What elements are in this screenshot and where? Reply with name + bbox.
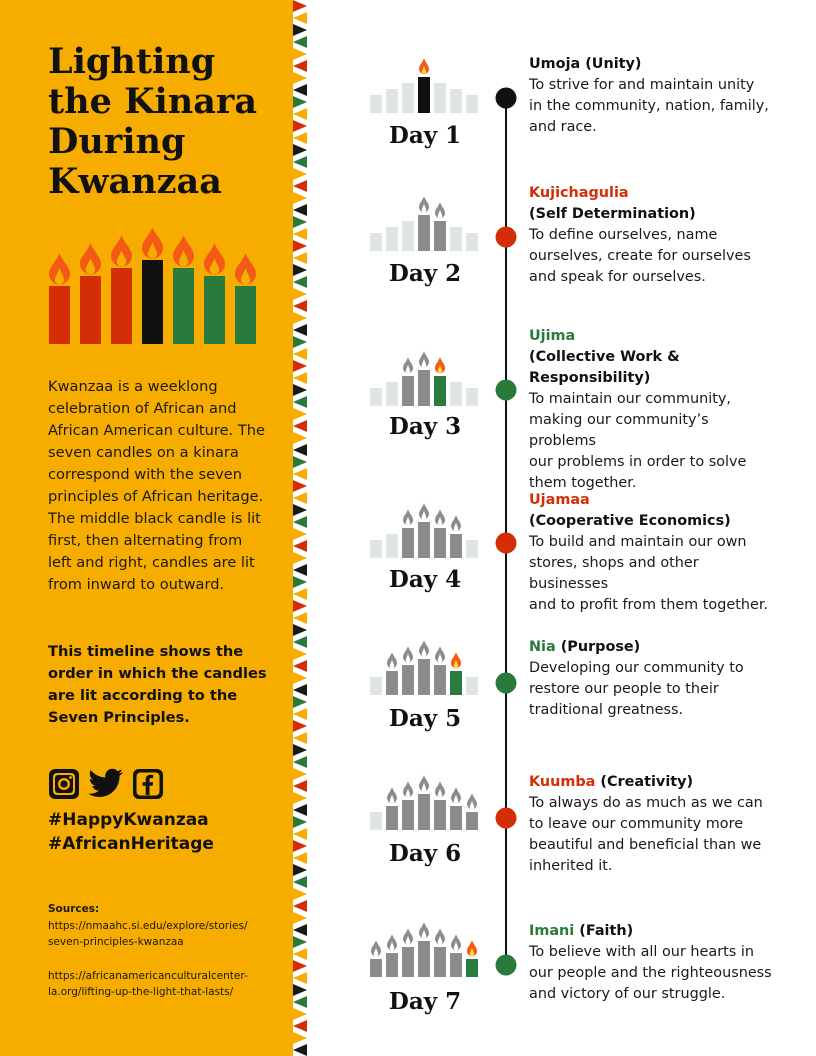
candle [173, 268, 194, 344]
border-triangle [293, 744, 307, 756]
candle [386, 382, 398, 406]
border-triangle [293, 1032, 307, 1044]
sources [48, 901, 288, 1001]
candle [402, 528, 414, 558]
day-kinara [370, 503, 478, 558]
border-triangle [293, 156, 307, 168]
border-triangle [293, 168, 307, 180]
candle [402, 665, 414, 695]
border-triangle [293, 660, 307, 672]
candle [49, 286, 70, 344]
border-triangle [293, 480, 307, 492]
title-line: Lighting [48, 41, 216, 82]
border-triangle [293, 600, 307, 612]
border-triangle [293, 924, 307, 936]
hashtag[interactable]: #AfricanHeritage [48, 834, 214, 854]
border-triangle [293, 636, 307, 648]
principle-name: Ujamaa [529, 492, 590, 508]
border-triangle [293, 72, 307, 84]
principle-description: and race. [529, 119, 597, 135]
candle [466, 388, 478, 406]
principle-description: stores, shops and other businesses [529, 555, 699, 592]
border-triangle [293, 756, 307, 768]
border-triangle [293, 108, 307, 120]
candle [370, 959, 382, 977]
border-triangle [293, 768, 307, 780]
candle [450, 382, 462, 406]
principle-description: To strive for and maintain unity [529, 77, 755, 93]
candle [434, 665, 446, 695]
principle-heading [529, 326, 779, 347]
border-triangle [293, 36, 307, 48]
candle [466, 959, 478, 977]
day-label: Day 3 [388, 413, 462, 440]
border-triangle [293, 912, 307, 924]
principle-description: restore our people to their [529, 681, 719, 697]
border-triangle [293, 324, 307, 336]
principle-entry [529, 54, 779, 138]
principle-name: Ujima [529, 328, 576, 344]
candle [450, 953, 462, 977]
timeline-dot [496, 227, 517, 248]
timeline-dot [496, 673, 517, 694]
border-triangle [293, 132, 307, 144]
sources-label: Sources: [48, 903, 100, 915]
border-triangle [293, 816, 307, 828]
principle-description: beautiful and beneficial than we [529, 837, 762, 853]
candle [204, 276, 225, 344]
border-triangle [293, 708, 307, 720]
candle [370, 388, 382, 406]
border-triangle [293, 900, 307, 912]
principle-description: To believe with all our hearts in [529, 944, 754, 960]
day-kinara [370, 775, 478, 830]
border-triangle [293, 204, 307, 216]
candle [418, 77, 430, 113]
principle-description: to leave our community more [529, 816, 744, 832]
border-triangle [293, 672, 307, 684]
candle [434, 221, 446, 251]
border-triangle [293, 564, 307, 576]
border-triangle [293, 1044, 307, 1056]
border-triangle [293, 24, 307, 36]
principle-name: Imani [529, 923, 575, 939]
border-triangle [293, 864, 307, 876]
border-triangle [293, 960, 307, 972]
day-label: Day 4 [388, 566, 462, 593]
border-triangle [293, 576, 307, 588]
border-triangle [293, 996, 307, 1008]
day-label: Day 5 [388, 705, 462, 732]
border-triangle [293, 684, 307, 696]
candle [434, 947, 446, 977]
border-triangle [293, 492, 307, 504]
border-triangle [293, 984, 307, 996]
border-triangle [293, 192, 307, 204]
candle [418, 370, 430, 406]
principle-meaning: (Unity) [580, 56, 642, 72]
candle [402, 376, 414, 406]
candle [402, 83, 414, 113]
candle [386, 671, 398, 695]
border-triangle [293, 312, 307, 324]
day-label: Day 7 [388, 988, 462, 1015]
candle [466, 812, 478, 830]
title-line: the Kinara [48, 81, 258, 122]
kente-border [293, 0, 307, 1056]
principle-description: Developing our community to [529, 660, 744, 676]
principle-description: making our community’s problems [529, 412, 709, 449]
facebook-icon[interactable] [132, 768, 164, 800]
principle-entry [529, 490, 779, 616]
principle-description: and victory of our struggle. [529, 986, 726, 1002]
candle [418, 794, 430, 830]
source-link[interactable]: https://nmaahc.si.edu/explore/stories/ [48, 919, 248, 932]
candle [434, 376, 446, 406]
principle-meaning: (Faith) [574, 923, 634, 939]
candle [370, 233, 382, 251]
sidebar-panel [0, 0, 293, 1056]
principle-meaning: (Cooperative Economics) [529, 513, 731, 529]
page-title [48, 42, 288, 202]
principle-heading [529, 637, 779, 658]
border-triangle [293, 780, 307, 792]
day-label: Day 1 [388, 122, 462, 149]
candle [386, 953, 398, 977]
principle-description: To build and maintain our own [529, 534, 747, 550]
border-triangle [293, 648, 307, 660]
border-triangle [293, 624, 307, 636]
timeline-dot [496, 88, 517, 109]
principle-name: Umoja [529, 56, 581, 72]
border-triangle [293, 288, 307, 300]
principle-description: them together. [529, 475, 637, 491]
border-triangle [293, 528, 307, 540]
border-triangle [293, 276, 307, 288]
principle-description: in the community, nation, family, [529, 98, 769, 114]
principle-name: Kujichagulia [529, 185, 629, 201]
principle-entry [529, 637, 779, 721]
candle [418, 941, 430, 977]
border-triangle [293, 144, 307, 156]
border-triangle [293, 876, 307, 888]
candle [370, 677, 382, 695]
hashtag[interactable]: #HappyKwanzaa [48, 810, 209, 830]
candle [434, 83, 446, 113]
principle-description: our problems in order to solve [529, 454, 747, 470]
timeline-dot [496, 380, 517, 401]
border-triangle [293, 120, 307, 132]
principle-heading [529, 921, 779, 942]
principle-entry [529, 183, 779, 288]
day-kinara [370, 196, 478, 251]
border-triangle [293, 300, 307, 312]
border-triangle [293, 1008, 307, 1020]
candle [402, 800, 414, 830]
border-triangle [293, 0, 307, 12]
source-link[interactable]: https://africanamericanculturalcenter- [48, 969, 248, 982]
candle [386, 227, 398, 251]
source-link[interactable]: la.org/lifting-up-the-light-that-lasts/ [48, 986, 234, 998]
border-triangle [293, 432, 307, 444]
candle [370, 95, 382, 113]
border-triangle [293, 48, 307, 60]
border-triangle [293, 612, 307, 624]
border-triangle [293, 372, 307, 384]
border-triangle [293, 828, 307, 840]
border-triangle [293, 936, 307, 948]
principle-entry [529, 326, 779, 494]
border-triangle [293, 348, 307, 360]
candle [450, 89, 462, 113]
border-triangle [293, 336, 307, 348]
day-kinara [370, 351, 478, 406]
border-triangle [293, 804, 307, 816]
principle-meaning: (Purpose) [555, 639, 641, 655]
source-link[interactable]: seven-principles-kwanzaa [48, 936, 184, 948]
candle [466, 677, 478, 695]
border-triangle [293, 396, 307, 408]
day-kinara [370, 640, 478, 695]
candle [434, 800, 446, 830]
border-triangle [293, 696, 307, 708]
timeline-dot [496, 533, 517, 554]
border-triangle [293, 84, 307, 96]
candle [142, 260, 163, 344]
principle-meaning: (Creativity) [595, 774, 694, 790]
border-triangle [293, 732, 307, 744]
candle [450, 534, 462, 558]
candle [418, 522, 430, 558]
principle-meaning: (Collective Work & Responsibility) [529, 349, 680, 386]
border-triangle [293, 360, 307, 372]
candle [386, 89, 398, 113]
principle-description: traditional greatness. [529, 702, 684, 718]
principle-description: our people and the righteousness [529, 965, 772, 981]
candle [450, 227, 462, 251]
border-triangle [293, 888, 307, 900]
border-triangle [293, 972, 307, 984]
border-triangle [293, 468, 307, 480]
candle [402, 221, 414, 251]
border-triangle [293, 240, 307, 252]
instagram-icon[interactable] [48, 768, 80, 800]
intro-paragraph: Kwanzaa is a weeklong celebration of African and African American culture. The seven candles on a kinara correspond with the seven principles of African heritage. The middle black candle is lit first, then alternating from left and right, candles are lit from inward to outward. [48, 378, 265, 593]
candle [402, 947, 414, 977]
day-kinara [370, 922, 478, 977]
candle [466, 95, 478, 113]
day-label: Day 6 [388, 840, 462, 867]
principle-description: To define ourselves, name [529, 227, 718, 243]
border-triangle [293, 516, 307, 528]
principle-heading [529, 772, 779, 793]
border-triangle [293, 96, 307, 108]
border-triangle [293, 1020, 307, 1032]
principle-heading [529, 183, 779, 204]
border-triangle [293, 840, 307, 852]
border-triangle [293, 948, 307, 960]
border-triangle [293, 216, 307, 228]
candle [370, 812, 382, 830]
candle [466, 233, 478, 251]
border-triangle [293, 420, 307, 432]
principle-description: To maintain our community, [529, 391, 731, 407]
principle-description: inherited it. [529, 858, 613, 874]
title-line: Kwanzaa [48, 161, 222, 202]
principle-description: ourselves, create for ourselves [529, 248, 751, 264]
principle-name: Kuumba [529, 774, 596, 790]
border-triangle [293, 384, 307, 396]
principle-description: and speak for ourselves. [529, 269, 706, 285]
candle [466, 540, 478, 558]
border-triangle [293, 852, 307, 864]
principle-meaning: (Self Determination) [529, 206, 696, 222]
border-triangle [293, 408, 307, 420]
border-triangle [293, 60, 307, 72]
border-triangle [293, 504, 307, 516]
border-triangle [293, 456, 307, 468]
border-triangle [293, 720, 307, 732]
title-line: During [48, 121, 186, 162]
border-triangle [293, 180, 307, 192]
border-triangle [293, 792, 307, 804]
border-triangle [293, 540, 307, 552]
timeline-dot [496, 955, 517, 976]
day-kinara [370, 58, 478, 113]
candle [370, 540, 382, 558]
candle [450, 806, 462, 830]
candle [386, 534, 398, 558]
intro-summary: This timeline shows the order in which the candles are lit according to the Seven Principles. [48, 643, 267, 726]
border-triangle [293, 252, 307, 264]
border-triangle [293, 444, 307, 456]
border-triangle [293, 264, 307, 276]
principle-description: To always do as much as we can [529, 795, 763, 811]
principle-description: and to profit from them together. [529, 597, 768, 613]
candle [80, 276, 101, 344]
border-triangle [293, 552, 307, 564]
border-triangle [293, 588, 307, 600]
principle-entry [529, 772, 779, 877]
kinara-illustration [45, 228, 265, 348]
twitter-icon[interactable] [88, 768, 124, 800]
border-triangle [293, 228, 307, 240]
principle-heading [529, 490, 779, 511]
candle [418, 659, 430, 695]
candle [386, 806, 398, 830]
principle-entry [529, 921, 779, 1005]
border-triangle [293, 12, 307, 24]
hashtags [48, 808, 214, 856]
candle [418, 215, 430, 251]
timeline [330, 0, 530, 1056]
candle [235, 286, 256, 344]
candle [434, 528, 446, 558]
timeline-dot [496, 808, 517, 829]
principle-name: Nia [529, 639, 556, 655]
candle [450, 671, 462, 695]
day-label: Day 2 [388, 260, 462, 287]
principle-heading [529, 54, 779, 75]
candle [111, 268, 132, 344]
